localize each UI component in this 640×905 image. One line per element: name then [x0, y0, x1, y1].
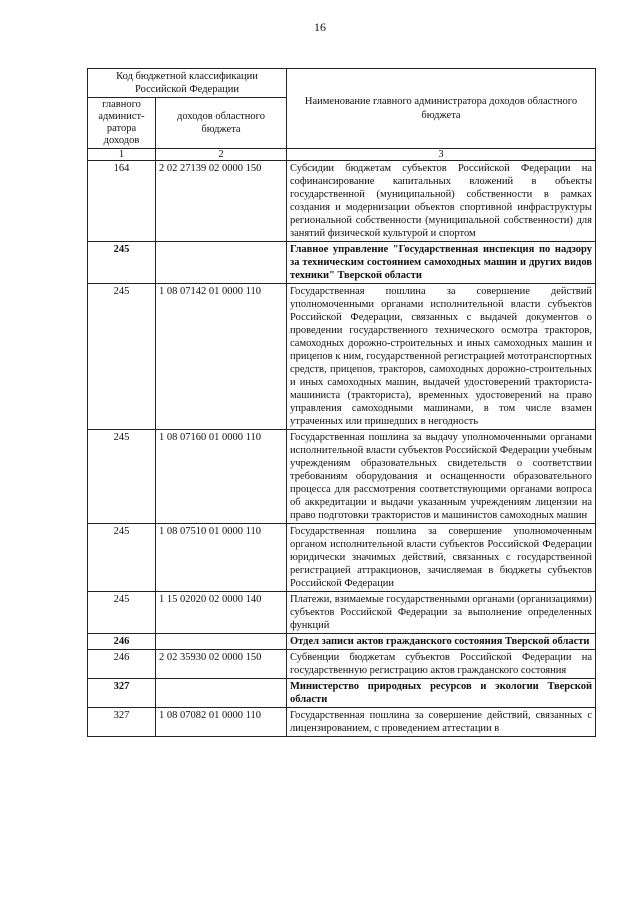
table-row: [88, 161, 596, 242]
admin-code-cell: 245: [88, 430, 156, 524]
name-cell: Отдел записи актов гражданского состояния Тверской области: [287, 634, 596, 650]
header-admin-column: главного админист-ратора доходов: [88, 98, 156, 149]
name-cell: Платежи, взимаемые государственными органами (организациями) субъектов Российской Федерации за выполнение определенных функций: [287, 592, 596, 634]
table-row: [88, 650, 596, 679]
income-code-cell: [156, 242, 287, 284]
income-code-cell: 1 08 07510 01 0000 110: [156, 524, 287, 592]
budget-classification-table: [87, 68, 596, 737]
table-body: [88, 161, 596, 737]
income-code-cell: 1 15 02020 02 0000 140: [156, 592, 287, 634]
income-code-cell: [156, 679, 287, 708]
admin-code-cell: 327: [88, 708, 156, 737]
admin-code-cell: 327: [88, 679, 156, 708]
table-row: [88, 592, 596, 634]
admin-code-cell: 245: [88, 242, 156, 284]
table-row-section-header: [88, 679, 596, 708]
name-cell: Государственная пошлина за совершение действий, связанных с лицензированием, с проведением аттестации в: [287, 708, 596, 737]
table-row-section-header: [88, 242, 596, 284]
name-cell: Государственная пошлина за совершение действий уполномоченными органами исполнительной власти субъектов Российской Федерации, связанных с выдачей документов о проведении государственного технического осмотра тракторов, самоходных дорожно-строительных и иных самоходных машин и прицепов к ним, государственной регистрацией мототранспортных средств, прицепов, тракторов, самоходных дорожно-строительных и иных самоходных машин, выдачей удостоверений тракториста-машиниста (тракториста), временных удостоверений на право управления самоходными машинами, в том числе взамен утраченных или пришедших в негодность: [287, 284, 596, 430]
admin-code-cell: 164: [88, 161, 156, 242]
name-cell: Государственная пошлина за совершение уполномоченным органом исполнительной власти субъектов Российской Федерации юридически значимых действий, связанных с государственной регистрацией аттракционов, зачисляемая в бюджеты субъектов Российской Федерации: [287, 524, 596, 592]
table-row: [88, 524, 596, 592]
header-income-column: доходов областного бюджета: [156, 98, 287, 149]
name-cell: Министерство природных ресурсов и экологии Тверской области: [287, 679, 596, 708]
column-number: 1: [88, 149, 156, 161]
table-row-section-header: [88, 634, 596, 650]
table-row: [88, 430, 596, 524]
header-name-column: Наименование главного администратора доходов областного бюджета: [287, 69, 596, 149]
name-cell: Главное управление "Государственная инспекция по надзору за техническим состоянием самоходных машин и других видов техники" Тверской области: [287, 242, 596, 284]
page-number: 16: [314, 20, 326, 34]
name-cell: Субвенции бюджетам субъектов Российской Федерации на государственную регистрацию актов гражданского состояния: [287, 650, 596, 679]
admin-code-cell: 245: [88, 284, 156, 430]
income-code-cell: 1 08 07082 01 0000 110: [156, 708, 287, 737]
table-row: [88, 708, 596, 737]
column-number: 2: [156, 149, 287, 161]
header-group-label: Код бюджетной классификации Российской Федерации: [88, 69, 287, 98]
column-number-row: [88, 149, 596, 161]
column-number: 3: [287, 149, 596, 161]
table-row: [88, 284, 596, 430]
income-code-cell: 1 08 07160 01 0000 110: [156, 430, 287, 524]
admin-code-cell: 246: [88, 634, 156, 650]
income-code-cell: [156, 634, 287, 650]
admin-code-cell: 246: [88, 650, 156, 679]
income-code-cell: 2 02 35930 02 0000 150: [156, 650, 287, 679]
admin-code-cell: 245: [88, 524, 156, 592]
name-cell: Государственная пошлина за выдачу уполномоченными органами исполнительной власти субъектов Российской Федерации учебным учреждениям образовательных свидетельств о соответствии требованиям оборудования и оснащенности образовательного процесса для рассмотрения соответствующими органами вопроса об аккредитации и выдачи указанным учреждениям лицензии на право подготовки трактористов и машинистов самоходных машин: [287, 430, 596, 524]
income-code-cell: 2 02 27139 02 0000 150: [156, 161, 287, 242]
admin-code-cell: 245: [88, 592, 156, 634]
income-code-cell: 1 08 07142 01 0000 110: [156, 284, 287, 430]
name-cell: Субсидии бюджетам субъектов Российской Федерации на софинансирование капитальных вложений в объекты государственной (муниципальной) собственности в рамках создания и модернизации объектов спортивной инфраструктуры региональной собственности (муниципальной собственности) для занятий физической культурой и спортом: [287, 161, 596, 242]
